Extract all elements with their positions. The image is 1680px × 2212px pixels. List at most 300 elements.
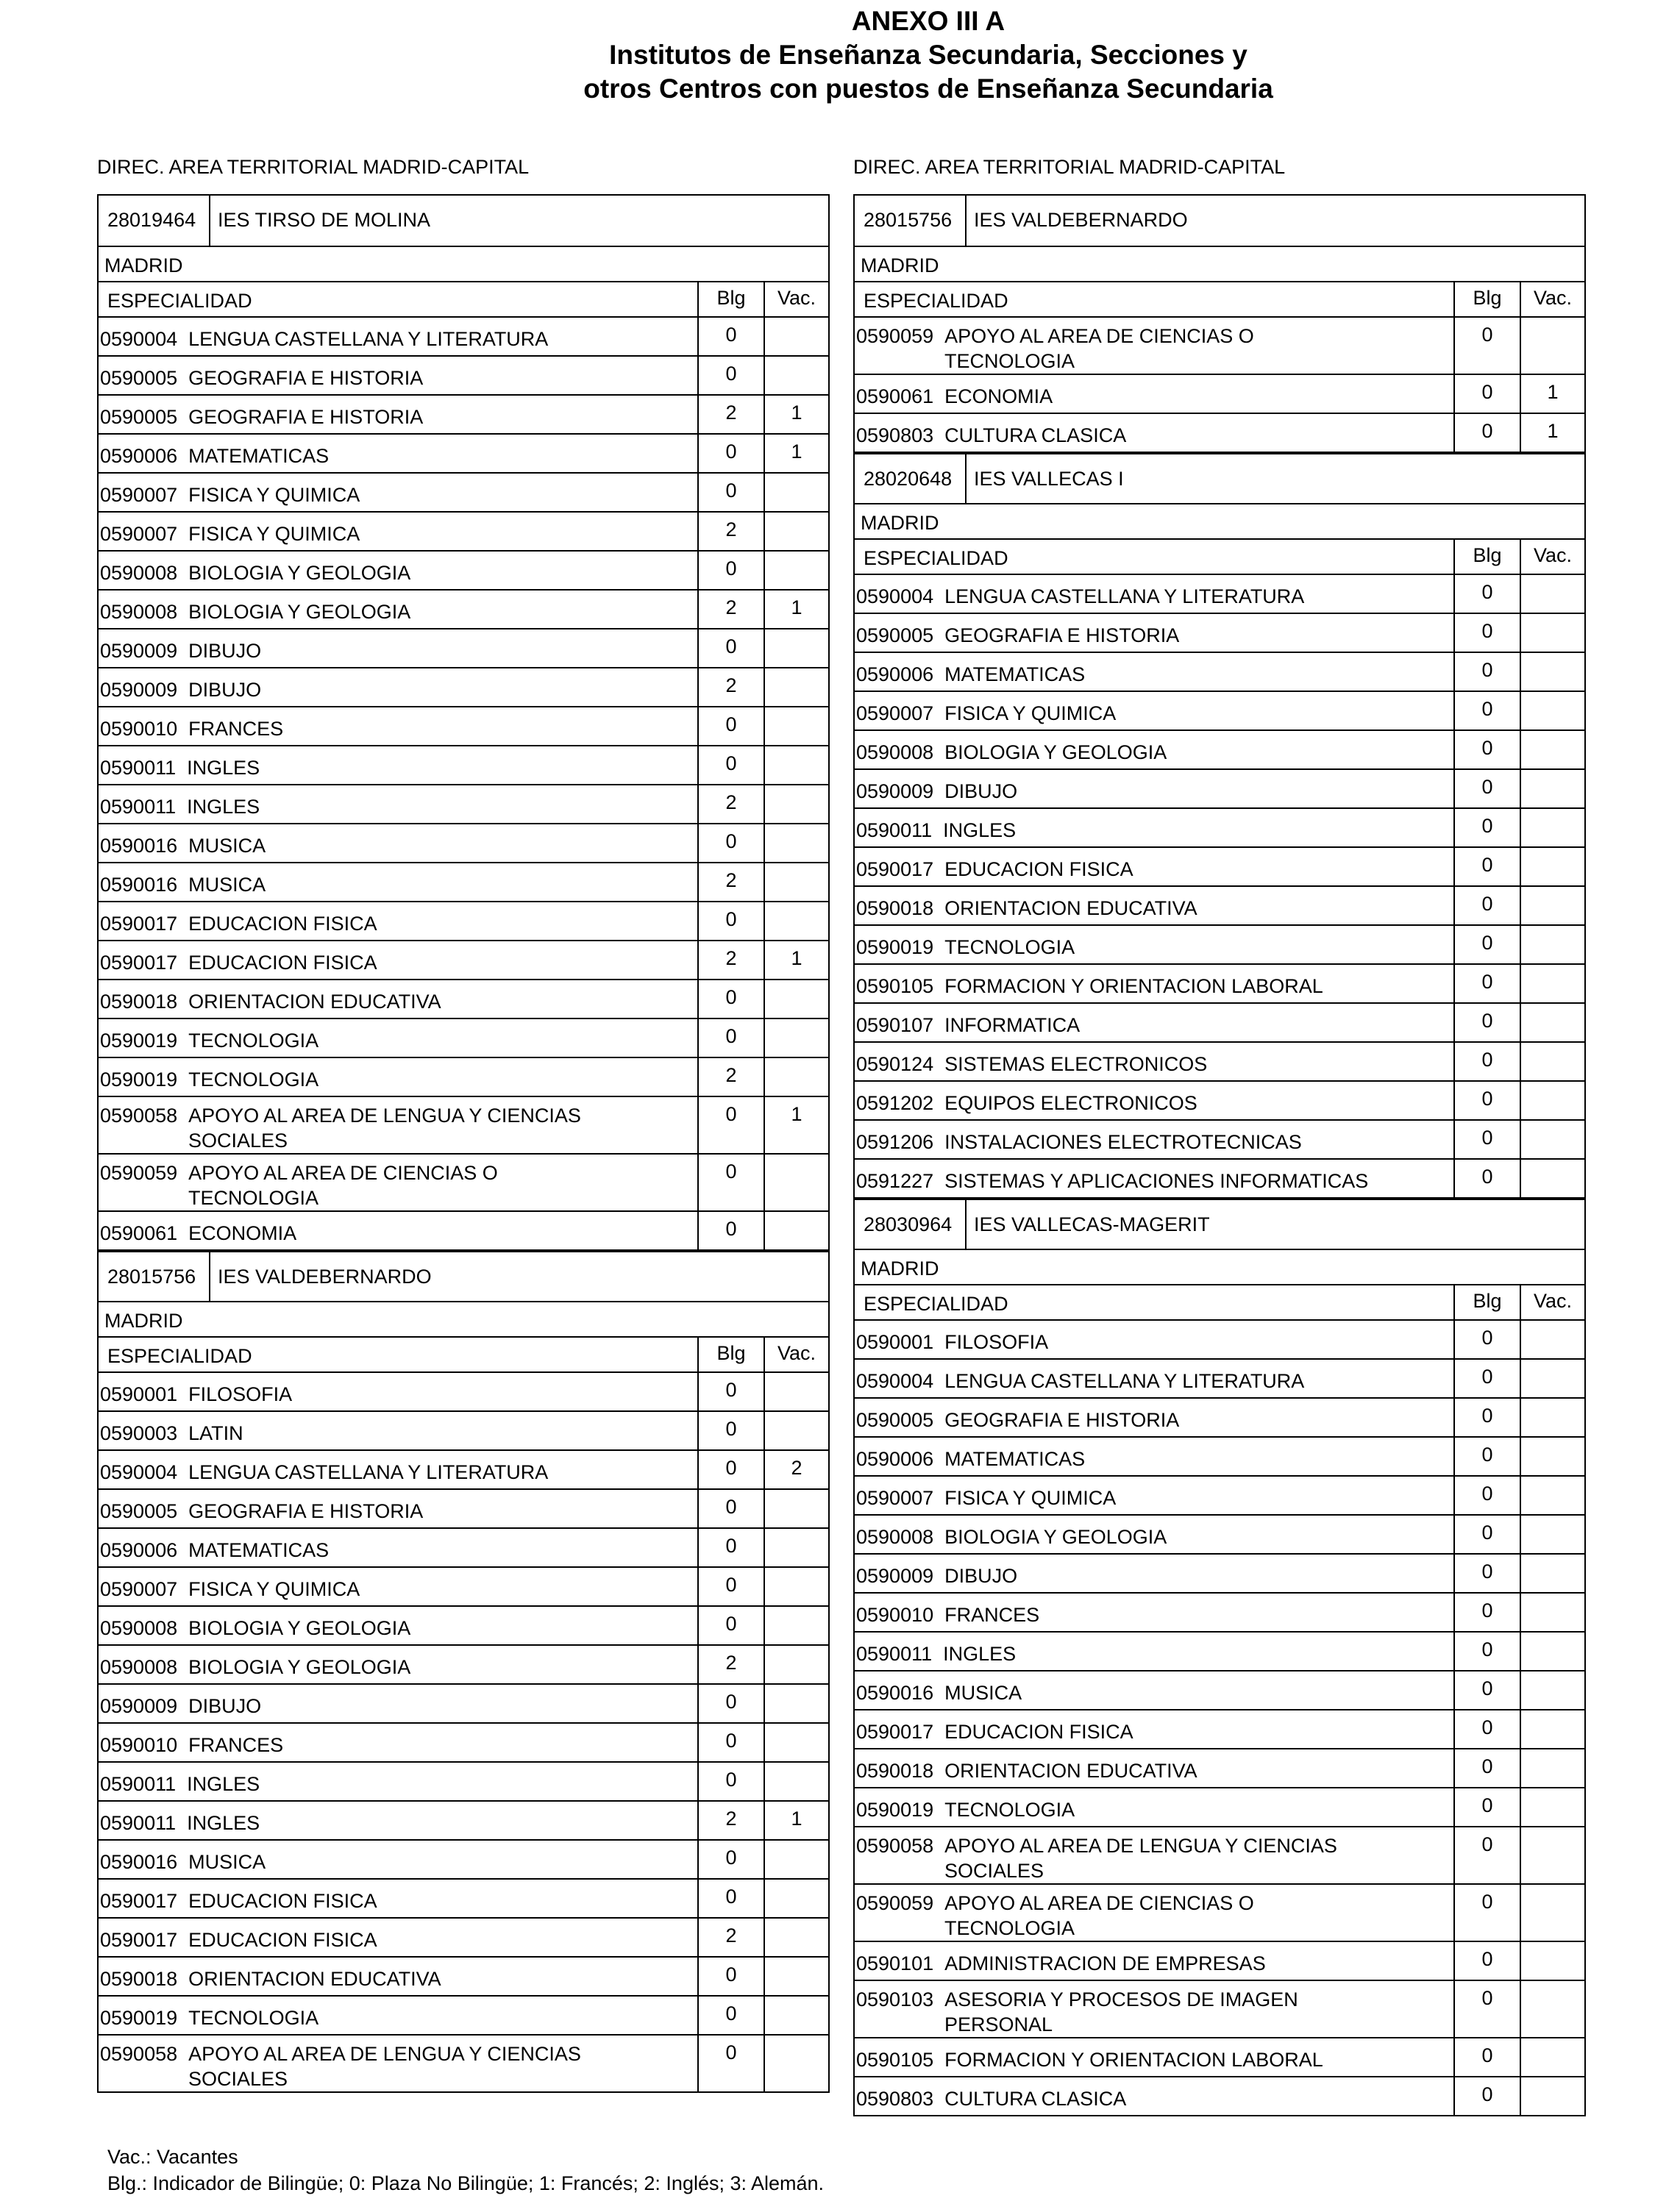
especialidad-cell: [855, 1399, 1455, 1436]
blg-value: 0: [1455, 1121, 1521, 1158]
blg-value: 0: [1455, 2038, 1521, 2076]
center-block: [853, 194, 1586, 453]
blg-value: 2: [699, 1802, 765, 1839]
vac-value: [1521, 1477, 1584, 1514]
especialidad-code: 0590001: [856, 1331, 934, 1353]
blg-value: 0: [699, 1155, 765, 1210]
especialidad-cell: [99, 1763, 699, 1800]
especialidad-code: 0590101: [856, 1952, 934, 1974]
especialidad-cell: [99, 1607, 699, 1644]
blg-value: 0: [699, 1529, 765, 1566]
especialidad-cell: [855, 965, 1455, 1002]
especialidad-cell: [855, 1981, 1455, 2037]
blg-value: 0: [1455, 1633, 1521, 1670]
vac-value: [765, 746, 828, 784]
table-row: [99, 1841, 828, 1880]
especialidad-cell: [855, 1004, 1455, 1041]
table-row: [99, 785, 828, 824]
especialidad-cell: [855, 318, 1455, 374]
blg-value: 0: [1455, 731, 1521, 768]
vac-value: [765, 980, 828, 1018]
especialidad-code: 0590009: [100, 640, 178, 662]
especialidad-name: TECNOLOGIA: [188, 1030, 319, 1052]
table-column-headers: [99, 282, 828, 318]
vac-value: 1: [791, 596, 802, 618]
especialidad-code: 0590005: [100, 367, 178, 389]
center-name: IES VALLECAS I: [974, 468, 1124, 490]
especialidad-code: 0590019: [856, 1799, 934, 1821]
especialidad-name: INGLES: [943, 819, 1017, 841]
blg-value: 0: [699, 1097, 765, 1153]
table-row: [855, 1942, 1584, 1981]
page-title: ANEXO III A: [851, 6, 1005, 36]
column-header-blg: Blg: [699, 282, 765, 316]
vac-value: [1521, 692, 1584, 729]
especialidad-name: LENGUA CASTELLANA Y LITERATURA: [944, 1370, 1305, 1392]
especialidad-cell: [99, 1490, 699, 1527]
especialidad-cell: [99, 318, 699, 355]
especialidad-code: 0590009: [100, 1695, 178, 1717]
vac-value: 1: [791, 440, 802, 463]
vac-value: [1521, 1360, 1584, 1397]
especialidad-name: ASESORIA Y PROCESOS DE IMAGEN: [944, 1988, 1298, 2011]
blg-value: 0: [1455, 1043, 1521, 1080]
especialidad-cell: [99, 1568, 699, 1605]
especialidad-name: INGLES: [187, 1812, 260, 1834]
especialidad-code: 0590059: [856, 325, 934, 347]
especialidad-cell: [99, 1019, 699, 1057]
table-row: [99, 1763, 828, 1802]
especialidad-name-continued: SOCIALES: [188, 2068, 288, 2090]
vac-value: [1521, 887, 1584, 924]
center-name: IES VALDEBERNARDO: [218, 1266, 432, 1288]
especialidad-code: 0591227: [856, 1170, 934, 1192]
vac-value: [1521, 2077, 1584, 2115]
especialidad-name: FISICA Y QUIMICA: [944, 702, 1117, 724]
especialidad-cell: [99, 1919, 699, 1956]
blg-value: 0: [1455, 1004, 1521, 1041]
table-row: [855, 1710, 1584, 1749]
legend-vacantes: Vac.: Vacantes: [107, 2146, 238, 2168]
especialidad-name: ADMINISTRACION DE EMPRESAS: [944, 1952, 1266, 1974]
vac-value: [765, 785, 828, 823]
especialidad-name: ECONOMIA: [944, 385, 1053, 407]
vac-value: [765, 357, 828, 394]
table-row: [99, 629, 828, 668]
table-row: [99, 435, 828, 474]
especialidad-code: 0590007: [100, 523, 178, 545]
table-row: [99, 1607, 828, 1646]
especialidad-code: 0590005: [100, 1500, 178, 1522]
table-row: [855, 1004, 1584, 1043]
especialidad-cell: [855, 1516, 1455, 1553]
especialidad-cell: [99, 863, 699, 901]
area-territorial-heading: DIREC. AREA TERRITORIAL MADRID-CAPITAL: [853, 156, 1286, 178]
blg-value: 0: [699, 902, 765, 940]
center-header: [855, 1199, 1584, 1250]
center-code: 28030964: [855, 1200, 967, 1249]
vac-value: [765, 1646, 828, 1683]
especialidad-code: 0590059: [100, 1162, 178, 1184]
especialidad-name: LENGUA CASTELLANA Y LITERATURA: [188, 328, 549, 350]
right-column: [853, 154, 1586, 2116]
blg-value: 0: [1455, 692, 1521, 729]
vac-value: [765, 1880, 828, 1917]
table-row: [99, 1451, 828, 1490]
especialidad-name: FORMACION Y ORIENTACION LABORAL: [944, 2049, 1323, 2071]
especialidad-cell: [99, 1155, 699, 1210]
especialidad-name: SISTEMAS Y APLICACIONES INFORMATICAS: [944, 1170, 1369, 1192]
especialidad-cell: [855, 1827, 1455, 1883]
table-row: [855, 926, 1584, 965]
especialidad-code: 0591202: [856, 1092, 934, 1114]
center-block: [97, 1251, 830, 2093]
vac-value: [1521, 1749, 1584, 1787]
especialidad-cell: [99, 1058, 699, 1096]
legend-footer: [107, 2144, 824, 2197]
especialidad-name-continued: TECNOLOGIA: [944, 350, 1075, 372]
vac-value: [1521, 1438, 1584, 1475]
especialidad-cell: [855, 1160, 1455, 1197]
blg-value: 0: [699, 2036, 765, 2091]
especialidad-name: APOYO AL AREA DE LENGUA Y CIENCIAS: [188, 2043, 581, 2065]
especialidad-name: EDUCACION FISICA: [944, 858, 1133, 880]
vac-value: [765, 1529, 828, 1566]
blg-value: 0: [1455, 1827, 1521, 1883]
blg-value: 0: [1455, 1710, 1521, 1748]
vac-value: 1: [1547, 420, 1559, 442]
especialidad-code: 0590017: [100, 1929, 178, 1951]
blg-value: 0: [1455, 1942, 1521, 1980]
blg-value: 0: [1455, 848, 1521, 885]
table-row: [99, 1212, 828, 1251]
blg-value: 0: [699, 1724, 765, 1761]
blg-value: 0: [1455, 887, 1521, 924]
especialidad-code: 0590059: [856, 1892, 934, 1914]
vac-value: 2: [791, 1457, 802, 1479]
especialidad-code: 0590006: [100, 445, 178, 467]
vac-value: 1: [791, 1808, 802, 1830]
especialidad-name: BIOLOGIA Y GEOLOGIA: [188, 1617, 411, 1639]
vac-value: [1521, 575, 1584, 613]
especialidad-cell: [99, 629, 699, 667]
vac-value: [765, 1685, 828, 1722]
vac-value: [1521, 848, 1584, 885]
vac-value: [765, 902, 828, 940]
especialidad-name: EDUCACION FISICA: [944, 1721, 1133, 1743]
table-row: [99, 668, 828, 707]
blg-value: 0: [1455, 1885, 1521, 1941]
especialidad-code: 0590007: [100, 1578, 178, 1600]
vac-value: [1521, 1082, 1584, 1119]
especialidad-name: ORIENTACION EDUCATIVA: [944, 897, 1197, 919]
vac-value: [1521, 1043, 1584, 1080]
table-row: [855, 1516, 1584, 1555]
especialidad-code: 0590010: [856, 1604, 934, 1626]
vac-value: [765, 1997, 828, 2034]
especialidad-code: 0590005: [856, 1409, 934, 1431]
table-row: [855, 887, 1584, 926]
table-row: [99, 980, 828, 1019]
especialidad-name: BIOLOGIA Y GEOLOGIA: [944, 1526, 1167, 1548]
table-row: [855, 653, 1584, 692]
vac-value: [1521, 318, 1584, 374]
vac-value: [765, 1763, 828, 1800]
especialidad-cell: [99, 941, 699, 979]
especialidad-name: DIBUJO: [944, 780, 1018, 802]
especialidad-code: 0590011: [856, 1643, 933, 1665]
especialidad-name-continued: TECNOLOGIA: [944, 1917, 1075, 1939]
blg-value: 2: [699, 1646, 765, 1683]
vac-value: [1521, 1942, 1584, 1980]
table-row: [855, 2038, 1584, 2077]
especialidad-code: 0590105: [856, 2049, 934, 2071]
table-row: [855, 1555, 1584, 1594]
blg-value: 0: [1455, 575, 1521, 613]
blg-value: 0: [699, 1212, 765, 1249]
especialidad-cell: [99, 435, 699, 472]
especialidad-code: 0590008: [100, 601, 178, 623]
especialidad-name: TECNOLOGIA: [188, 1068, 319, 1091]
especialidad-name: APOYO AL AREA DE CIENCIAS O: [944, 1892, 1254, 1914]
especialidad-cell: [99, 902, 699, 940]
blg-value: 0: [699, 980, 765, 1018]
especialidad-name: FISICA Y QUIMICA: [188, 484, 360, 506]
especialidad-name: TECNOLOGIA: [944, 1799, 1075, 1821]
especialidad-cell: [99, 824, 699, 862]
table-row: [855, 1885, 1584, 1942]
especialidad-code: 0590018: [100, 1968, 178, 1990]
blg-value: 0: [1455, 1477, 1521, 1514]
vac-value: [1521, 1981, 1584, 2037]
especialidad-name-continued: SOCIALES: [188, 1130, 288, 1152]
vac-value: [1521, 1160, 1584, 1197]
table-row: [855, 414, 1584, 453]
table-row: [99, 1529, 828, 1568]
especialidad-cell: [99, 1880, 699, 1917]
especialidad-name: MATEMATICAS: [188, 1539, 330, 1561]
especialidad-cell: [855, 1477, 1455, 1514]
table-row: [99, 1724, 828, 1763]
vac-value: [765, 1412, 828, 1449]
especialidad-name: INGLES: [943, 1643, 1017, 1665]
table-row: [99, 824, 828, 863]
blg-value: 0: [1455, 1516, 1521, 1553]
column-header-vac: Vac.: [777, 1342, 816, 1364]
blg-value: 2: [699, 396, 765, 433]
blg-value: 0: [699, 1685, 765, 1722]
especialidad-name: INFORMATICA: [944, 1014, 1081, 1036]
especialidad-code: 0590017: [100, 1890, 178, 1912]
vac-value: [765, 1919, 828, 1956]
blg-value: 0: [699, 1019, 765, 1057]
blg-value: 0: [1455, 1399, 1521, 1436]
blg-value: 0: [699, 474, 765, 511]
table-row: [855, 692, 1584, 731]
vac-value: [1521, 770, 1584, 807]
vac-value: [1521, 809, 1584, 846]
especialidad-code: 0590003: [100, 1422, 178, 1444]
especialidad-cell: [99, 357, 699, 394]
especialidad-cell: [99, 474, 699, 511]
center-name: IES VALDEBERNARDO: [974, 209, 1188, 231]
especialidad-name: APOYO AL AREA DE LENGUA Y CIENCIAS: [188, 1105, 581, 1127]
table-row: [855, 1399, 1584, 1438]
especialidad-name: DIBUJO: [188, 1695, 262, 1717]
table-row: [855, 1633, 1584, 1672]
especialidad-code: 0590011: [100, 1812, 177, 1834]
center-code: 28020648: [855, 454, 967, 503]
center-header: [99, 196, 828, 247]
blg-value: 0: [699, 1568, 765, 1605]
table-row: [99, 1646, 828, 1685]
vac-value: [1521, 1827, 1584, 1883]
column-header-blg: Blg: [1455, 1285, 1521, 1319]
especialidad-code: 0590008: [100, 1656, 178, 1678]
vac-value: [1521, 1710, 1584, 1748]
blg-value: 2: [699, 591, 765, 628]
especialidad-code: 0590004: [100, 328, 178, 350]
especialidad-code: 0590803: [856, 2088, 934, 2110]
table-row: [855, 1477, 1584, 1516]
table-row: [855, 1321, 1584, 1360]
vac-value: [765, 1841, 828, 1878]
table-row: [99, 1490, 828, 1529]
vac-value: [1521, 926, 1584, 963]
table-row: [855, 1082, 1584, 1121]
especialidad-name: BIOLOGIA Y GEOLOGIA: [188, 562, 411, 584]
especialidad-name: EDUCACION FISICA: [188, 913, 377, 935]
center-block: [97, 194, 830, 1251]
table-row: [855, 809, 1584, 848]
vac-value: [1521, 1121, 1584, 1158]
blg-value: 0: [699, 357, 765, 394]
especialidad-name: DIBUJO: [188, 640, 262, 662]
especialidad-cell: [99, 1997, 699, 2034]
especialidad-cell: [99, 2036, 699, 2091]
center-code: 28015756: [855, 196, 967, 246]
vac-value: [1521, 1399, 1584, 1436]
especialidad-code: 0590018: [856, 1760, 934, 1782]
especialidad-cell: [855, 1438, 1455, 1475]
especialidad-cell: [855, 1749, 1455, 1787]
area-territorial-heading: DIREC. AREA TERRITORIAL MADRID-CAPITAL: [97, 156, 530, 178]
especialidad-name: FORMACION Y ORIENTACION LABORAL: [944, 975, 1323, 997]
blg-value: 2: [699, 941, 765, 979]
especialidad-cell: [99, 785, 699, 823]
especialidad-cell: [99, 1097, 699, 1153]
especialidad-cell: [855, 887, 1455, 924]
table-row: [855, 318, 1584, 375]
especialidad-code: 0590018: [856, 897, 934, 919]
blg-value: 0: [1455, 1321, 1521, 1358]
table-row: [99, 746, 828, 785]
center-name: IES VALLECAS-MAGERIT: [974, 1213, 1210, 1235]
center-locality: MADRID: [99, 247, 828, 282]
blg-value: 0: [699, 1763, 765, 1800]
especialidad-name: ECONOMIA: [188, 1222, 297, 1244]
especialidad-cell: [99, 1724, 699, 1761]
vac-value: [1521, 1321, 1584, 1358]
blg-value: 0: [699, 824, 765, 862]
blg-value: 0: [699, 1997, 765, 2034]
table-row: [855, 848, 1584, 887]
blg-value: 2: [699, 1058, 765, 1096]
especialidad-code: 0590061: [100, 1222, 178, 1244]
especialidad-cell: [99, 396, 699, 433]
blg-value: 0: [1455, 414, 1521, 452]
table-row: [99, 1880, 828, 1919]
blg-value: 0: [1455, 1360, 1521, 1397]
center-block: [853, 1199, 1586, 2116]
table-row: [855, 2077, 1584, 2116]
vac-value: [1521, 731, 1584, 768]
especialidad-code: 0590018: [100, 991, 178, 1013]
especialidad-cell: [855, 375, 1455, 413]
table-row: [855, 1043, 1584, 1082]
center-block: [853, 453, 1586, 1199]
especialidad-name: APOYO AL AREA DE CIENCIAS O: [944, 325, 1254, 347]
especialidad-cell: [855, 731, 1455, 768]
vac-value: [1521, 1633, 1584, 1670]
table-column-headers: [855, 1285, 1584, 1321]
center-header: [855, 196, 1584, 247]
blg-value: 0: [699, 552, 765, 589]
especialidad-code: 0590009: [856, 1565, 934, 1587]
especialidad-cell: [855, 692, 1455, 729]
table-row: [99, 1919, 828, 1958]
especialidad-code: 0590010: [100, 718, 178, 740]
especialidad-name: EQUIPOS ELECTRONICOS: [944, 1092, 1197, 1114]
vac-value: [765, 863, 828, 901]
table-row: [855, 770, 1584, 809]
vac-value: [1521, 1672, 1584, 1709]
especialidad-cell: [855, 1043, 1455, 1080]
especialidad-code: 0590017: [100, 913, 178, 935]
especialidad-code: 0590019: [100, 1030, 178, 1052]
blg-value: 0: [699, 1412, 765, 1449]
vac-value: [765, 824, 828, 862]
center-locality: MADRID: [99, 1302, 828, 1338]
vac-value: [765, 552, 828, 589]
especialidad-code: 0590004: [856, 1370, 934, 1392]
center-code: 28015756: [99, 1252, 210, 1301]
especialidad-code: 0590061: [856, 385, 934, 407]
especialidad-code: 0590008: [856, 741, 934, 763]
especialidad-name: MATEMATICAS: [944, 663, 1086, 685]
especialidad-name: LENGUA CASTELLANA Y LITERATURA: [188, 1461, 549, 1483]
table-row: [855, 1360, 1584, 1399]
table-row: [99, 1685, 828, 1724]
blg-value: 0: [1455, 653, 1521, 691]
table-row: [99, 1058, 828, 1097]
especialidad-name: EDUCACION FISICA: [188, 952, 377, 974]
especialidad-cell: [99, 1529, 699, 1566]
column-header-blg: Blg: [699, 1338, 765, 1371]
blg-value: 0: [1455, 2077, 1521, 2115]
blg-value: 0: [1455, 1749, 1521, 1787]
especialidad-code: 0590058: [856, 1835, 934, 1857]
blg-value: 0: [699, 1451, 765, 1488]
especialidad-name: INGLES: [187, 1773, 260, 1795]
especialidad-cell: [855, 1360, 1455, 1397]
especialidad-name: CULTURA CLASICA: [944, 2088, 1127, 2110]
vac-value: [1521, 614, 1584, 652]
especialidad-name: LENGUA CASTELLANA Y LITERATURA: [944, 585, 1305, 607]
vac-value: [1521, 1885, 1584, 1941]
especialidad-cell: [855, 1555, 1455, 1592]
especialidad-cell: [855, 414, 1455, 452]
